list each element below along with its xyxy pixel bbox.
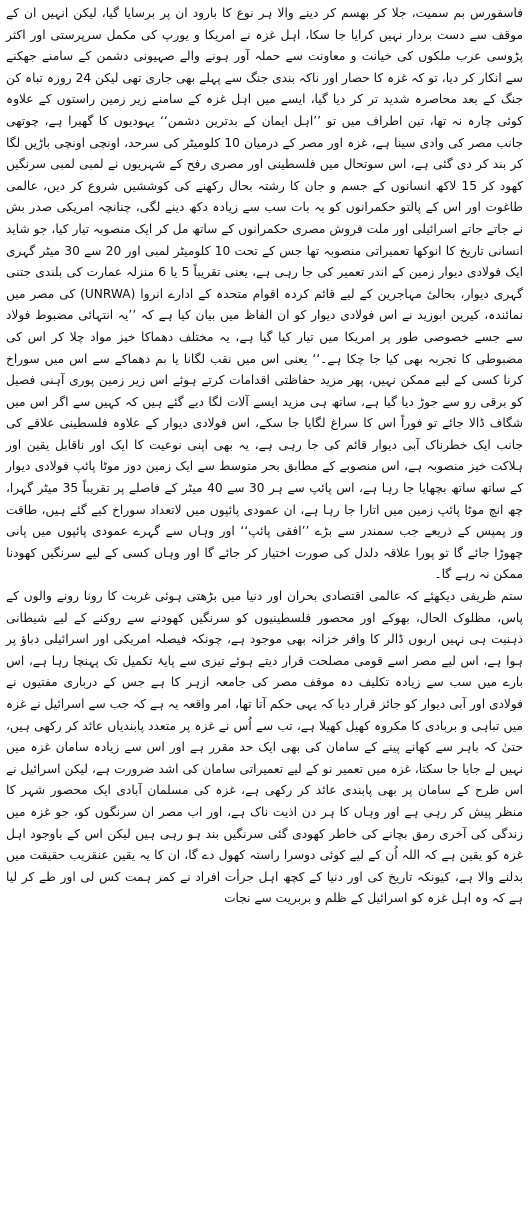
- article-paragraph-1: فاسفورس بم سمیت، جلا کر بھسم کر دینے والا ہر نوع کا بارود ان پر برسایا گیا، لیکن انہیں ان کے موقف سے دست بردار نہیں کرایا جا سکا، اہل غزہ نے امریکا و یورپ کی مکمل سرپرستی اور اکثر پڑوسی عرب ملکوں کی خیانت و معاونت سے حملہ آور ہونے والے صہیونی دشمن کے سامنے جھکنے سے انکار کر دیا، تو کہ غزہ کا حصار اور ناکہ بندی جنگ سے پہلے بھی جاری تھی لیکن 24 روزہ تباہ کن جنگ کے بعد محاصرہ شدید تر کر دیا گیا، ایسے میں اہل غزہ کے سامنے زیر زمین راستوں کے علاوہ کوئی چارہ نہ تھا، تین اطراف میں تو ’’اہل ایمان کے بدترین دشمن‘‘ یہودیوں کا گھیرا ہے، چوتھی جانب مصر کی وادی سینا ہے، غزہ اور مصر کے درمیان 10 کلومیٹر کی سرحد، اونچی اونچی باڑیں لگا کر بند کر دی گئی ہے، اس سوتحال میں فلسطینی اور مصری رفح کے شہریوں نے لمبی لمبی سرنگیں کھود کر 15 لاکھ انسانوں کے جسم و جان کا رشتہ بحال رکھنے کی کوششیں شروع کر دیں، عالمی طاغوت اور اس کے پالتو حکمرانوں کو یہ بات سب سے زیادہ دکھ دینے لگی، چنانچہ امریکی صدر بش نے جاتے جاتے اسرائیلی اور ملت فروش مصری حکمرانوں کے ساتھ مل کر ایک منصوبہ تیار کیا، جو شاید انسانی تاریخ کا انوکھا تعمیراتی منصوبہ تھا جس کے تحت 10 کلومیٹر لمبی اور 20 سے 30 میٹر گہری ایک فولادی دیوار زمین کے اندر تعمیر کی جا رہی ہے، یعنی تقریباً 5 یا 6 منزلہ عمارت کی بلندی جتنی گہری دیوار، بحالیٔ مہاجرین کے لیے قائم کردہ اقوام متحدہ کے ادارے انروا (UNRWA) کی مصر میں نمائندہ، کیرین ابوزید نے اس فولادی دیوار کو ان الفاظ میں بیان کیا ہے کہ ’’یہ انتہائی مضبوط فولاد سے جسے خصوصی طور پر امریکا میں تیار کیا گیا ہے، یہ مختلف دھماکا خیز مواد چلا کر اس کی مضبوطی کا تجربہ بھی کیا جا چکا ہے۔‘‘ یعنی اس میں نقب لگانا یا بم دھماکے سے اس میں سوراخ کرنا کسی کے لیے ممکن نہیں، پھر مزید حفاظتی اقدامات کرتے ہوئے اس زیر زمین پوری آہنی فصیل کو برقی رو سے جوڑ دیا گیا ہے، ساتھ ہی مزید ایسے آلات لگا دیے گئے ہیں کہ کہیں سے اگر اس میں شگاف ڈالا جائے تو فوراً اس کا سراغ لگایا جا سکے، اس فولادی دیوار کے علاوہ فلسطینی علاقے کی جانب ایک خطرناک آبی دیوار قائم کی جا رہی ہے، یہ بھی اپنی نوعیت کا ایک اور ناقابل یقین اور ہلاکت خیز منصوبہ ہے، اس منصوبے کے مطابق بحر متوسط سے ایک زمین دوز موٹا پائپ فولادی دیوار کے ساتھ ساتھ بچھایا جا رہا ہے، اس پائپ سے ہر 30 سے 40 میٹر کے فاصلے پر تقریباً 35 میٹر گہرا، چھ انچ موٹا پائپ زمین میں اتارا جا رہا ہے، ان عمودی پائپوں میں لاتعداد سوراخ کیے گئے ہیں، طاقت ور پمپس کے ذریعے جب سمندر سے بڑے ’’افقی پائپ‘‘ اور وہاں سے گہرے عمودی پائپوں میں پانی چھوڑا جائے گا تو پورا علاقہ دلدل کی صورت اختیار کر جائے گا اور وہاں کسی کے لیے سرنگیں کھودنا ممکن نہ رہے گا۔: [6, 6, 523, 582]
- article-paragraph-2: ستم ظریفی دیکھئے کہ عالمی اقتصادی بحران اور دنیا میں بڑھتی ہوئی غربت کا رونا رونے والوں کے پاس، مظلوک الحال، بھوکے اور محصور فلسطینیوں کو سرنگیں کھودنے سے روکنے کے لیے شیطانی ذہنیت ہی نہیں اربوں ڈالر کا وافر خزانہ بھی موجود ہے، چونکہ فیصلہ امریکی اور اسرائیلی دباؤ پر ہوا ہے، اس لیے مصر اسے قومی مصلحت قرار دیتے ہوئے تیزی سے پایۂ تکمیل تک پہنچا رہا ہے، اس بارے میں سب سے زیادہ تکلیف دہ موقف مصر کی جامعہ ازہر کا ہے جس کے درباری مفتیوں نے فولادی اور آبی دیوار کو جائز قرار دیا کہ یہی حکم آتا تھا، امر واقعہ یہ ہے کہ جب سے اسرائیل نے غزہ میں تباہی و بربادی کا مکروہ کھیل کھیلا ہے، تب سے اُس نے غزہ پر متعدد پابندیاں عائد کر رکھی ہیں، حتیٰ کہ باہر سے کھانے پینے کے سامان کی بھی ایک حد مقرر ہے اور اس سے زیادہ سامان غزہ میں نہیں لے جایا جا سکتا، غزہ میں تعمیر نو کے لیے تعمیراتی سامان کی اشد ضرورت ہے، لیکن اسرائیل نے اس طرح کے سامان پر بھی پابندی عائد کر رکھی ہے، غزہ کی مسلمان آبادی ایک محصور شہر کا منظر پیش کر رہی ہے اور وہاں کا ہر دن اذیت ناک ہے، اور اب مصر ان سرنگوں کو، جو غزہ میں زندگی کی آخری رمق بچانے کی خاطر کھودی گئی سرنگیں بند ہو رہی ہیں لیکن اس کے باوجود اہل غزہ کو یقین ہے کہ اللہ اُن کے لیے کوئی دوسرا راستہ کھول دے گا، ان کا یہ یقین عنقریب حقیقت میں بدلنے والا ہے، کیونکہ تاریخ کی اور دنیا کے کچھ اہل جرأت افراد نے کمر ہمت کس لی اور طے کر لیا ہے کہ وہ اہل غزہ کو اسرائیل کے ظلم و بربریت سے نجات: [6, 589, 523, 906]
